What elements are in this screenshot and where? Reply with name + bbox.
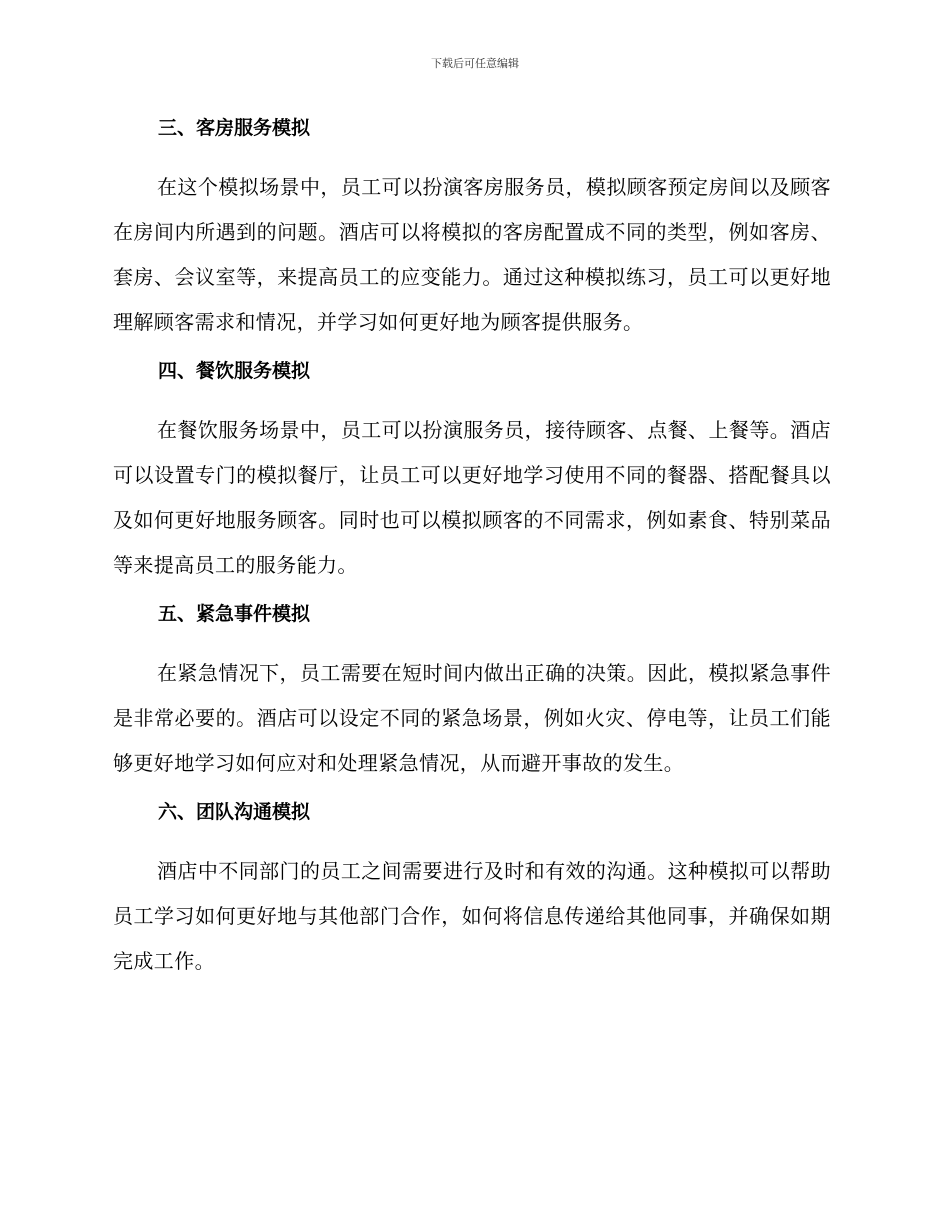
section-emergency	[113, 598, 831, 786]
section-paragraph: 在紧急情况下，员工需要在短时间内做出正确的决策。因此，模拟紧急事件是非常必要的。酒店可以设定不同的紧急场景，例如火灾、停电等，让员工们能够更好地学习如何应对和处理紧急情况，从而避开事故的发生。	[113, 661, 831, 775]
section-team-communication	[113, 796, 831, 984]
document-content	[113, 112, 831, 994]
section-paragraph: 在这个模拟场景中，员工可以扮演客房服务员，模拟顾客预定房间以及顾客在房间内所遇到的问题。酒店可以将模拟的客房配置成不同的类型，例如客房、套房、会议室等，来提高员工的应变能力。通过这种模拟练习，员工可以更好地理解顾客需求和情况，并学习如何更好地为顾客提供服务。	[113, 175, 831, 334]
page-header: 下载后可任意编辑	[431, 57, 519, 70]
section-heading: 五、紧急事件模拟	[158, 603, 311, 625]
section-heading: 三、客房服务模拟	[158, 117, 311, 139]
section-paragraph: 在餐饮服务场景中，员工可以扮演服务员，接待顾客、点餐、上餐等。酒店可以设置专门的模拟餐厅，让员工可以更好地学习使用不同的餐器、搭配餐具以及如何更好地服务顾客。同时也可以模拟顾客的不同需求，例如素食、特别菜品等来提高员工的服务能力。	[113, 418, 831, 577]
section-heading: 六、团队沟通模拟	[158, 801, 311, 823]
section-room-service	[113, 112, 831, 345]
section-paragraph: 酒店中不同部门的员工之间需要进行及时和有效的沟通。这种模拟可以帮助员工学习如何更好地与其他部门合作，如何将信息传递给其他同事，并确保如期完成工作。	[113, 859, 831, 973]
section-heading: 四、餐饮服务模拟	[158, 360, 311, 382]
section-dining-service	[113, 355, 831, 588]
